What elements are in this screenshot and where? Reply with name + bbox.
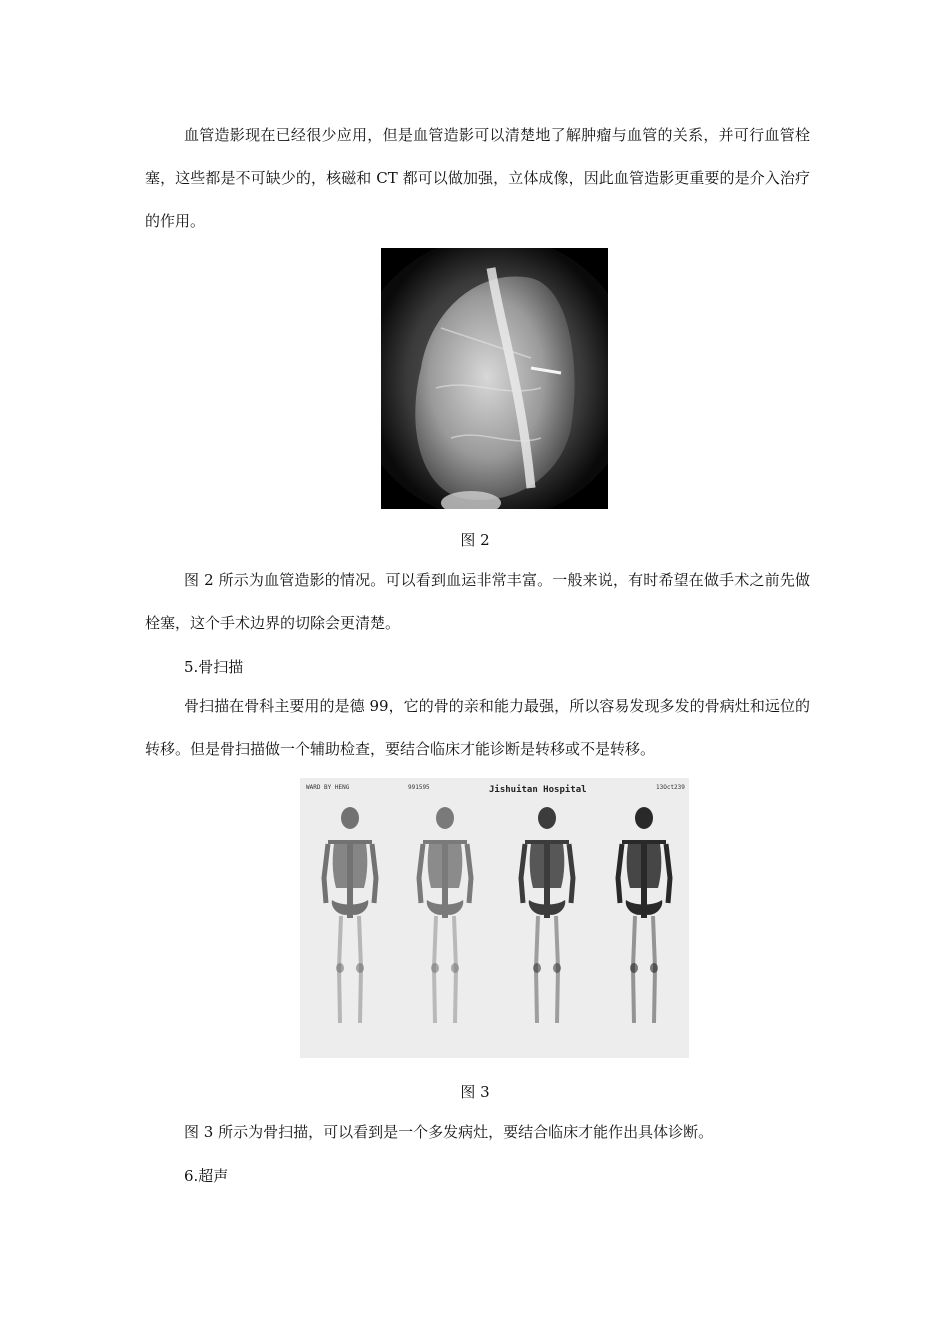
figure-bone-scan-image bbox=[300, 778, 689, 1058]
section-heading-ultrasound: 6.超声 bbox=[184, 1167, 229, 1185]
section-heading-bone-scan: 5.骨扫描 bbox=[184, 658, 244, 676]
paragraph-angiography: 血管造影现在已经很少应用，但是血管造影可以清楚地了解肿瘤与血管的关系，并可行血管栓塞，这些都是不可缺少的，核磁和 CT 都可以做加强，立体成像，因此血管造影更重要的是介入治疗的作用。 bbox=[145, 126, 810, 230]
scan-header-hospital: Jishuitan Hospital bbox=[489, 785, 587, 795]
skeleton-3 bbox=[521, 807, 573, 1023]
paragraph-bone-scan-description: 图 3 所示为骨扫描，可以看到是一个多发病灶，要结合临床才能作出具体诊断。 bbox=[184, 1123, 714, 1141]
bone-scan-skeletons bbox=[300, 778, 689, 1058]
figure-2-caption: 图 2 bbox=[460, 531, 490, 549]
paragraph-bone-scan: 骨扫描在骨科主要用的是德 99，它的骨的亲和能力最强，所以容易发现多发的骨病灶和远位的转移。但是骨扫描做一个辅助检查，要结合临床才能诊断是转移或不是转移。 bbox=[145, 697, 810, 758]
skeleton-4 bbox=[618, 807, 670, 1023]
figure-angiography-image bbox=[381, 248, 608, 509]
skeleton-2 bbox=[419, 807, 471, 1023]
scan-header-date: 13Oct239 bbox=[656, 784, 685, 791]
scan-header-id: 991595 bbox=[408, 784, 430, 791]
skeleton-1 bbox=[324, 807, 376, 1023]
figure-3-caption: 图 3 bbox=[460, 1083, 490, 1101]
scan-header-left: WARD BY HENG bbox=[306, 784, 350, 791]
paragraph-angiography-description: 图 2 所示为血管造影的情况。可以看到血运非常丰富。一般来说，有时希望在做手术之前先做栓塞，这个手术边界的切除会更清楚。 bbox=[145, 571, 810, 632]
angiography-xray-image bbox=[381, 248, 608, 509]
